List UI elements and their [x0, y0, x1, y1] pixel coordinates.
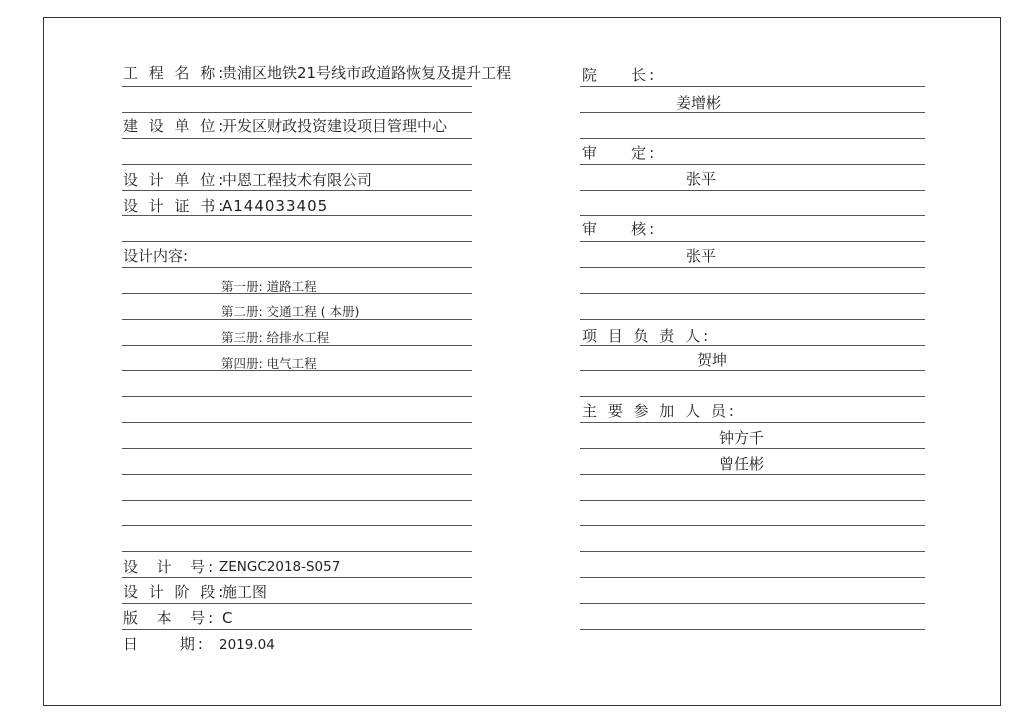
design-unit-value: 中恩工程技术有限公司: [222, 171, 373, 189]
rule-line: [580, 86, 925, 87]
rule-line: [122, 500, 472, 501]
rule-line: [122, 551, 472, 552]
design-number-value: ZENGC2018-S057: [219, 559, 341, 575]
rule-line: [122, 112, 472, 113]
president-name: 姜增彬: [676, 94, 722, 112]
version-label: 版 本 号:: [123, 609, 217, 627]
main-participants-label: 主 要 参 加 人 员:: [582, 402, 737, 420]
rule-line: [122, 422, 472, 423]
participant-name: 钟方千: [719, 429, 765, 447]
rule-line: [122, 86, 472, 87]
rule-line: [580, 215, 925, 216]
rule-line: [580, 603, 925, 604]
construction-unit-label: 建 设 单 位:: [123, 117, 227, 135]
rule-line: [580, 138, 925, 139]
rule-line: [580, 551, 925, 552]
rule-line: [580, 500, 925, 501]
rule-line: [580, 422, 925, 423]
rule-line: [580, 267, 925, 268]
rule-line: [580, 319, 925, 320]
volume-item: 第三册: 给排水工程: [221, 330, 330, 345]
rule-line: [580, 112, 925, 113]
reviewer-label: 审 核:: [582, 220, 658, 238]
date-label: 日 期:: [123, 635, 206, 653]
rule-line: [580, 370, 925, 371]
design-number-label: 设 计 号:: [123, 558, 217, 576]
date-value: 2019.04: [219, 637, 275, 653]
volume-item: 第二册: 交通工程 ( 本册): [221, 304, 360, 319]
rule-line: [580, 190, 925, 191]
version-value: C: [222, 609, 233, 627]
president-label: 院 长:: [582, 66, 658, 84]
rule-line: [122, 396, 472, 397]
design-stage-value: 施工图: [222, 583, 268, 601]
rule-line: [580, 241, 925, 242]
rule-line: [122, 525, 472, 526]
project-leader-name: 贺坤: [697, 351, 728, 369]
rule-line: [580, 293, 925, 294]
rule-line: [580, 629, 925, 630]
rule-line: [580, 448, 925, 449]
approver-name: 张平: [686, 170, 717, 188]
rule-line: [122, 577, 472, 578]
design-content-label: 设计内容:: [123, 247, 189, 265]
project-name-value: 贵浦区地铁21号线市政道路恢复及提升工程: [222, 64, 512, 82]
rule-line: [122, 474, 472, 475]
construction-unit-value: 开发区财政投资建设项目管理中心: [222, 117, 448, 135]
rule-line: [580, 345, 925, 346]
rule-line: [122, 448, 472, 449]
rule-line: [122, 603, 472, 604]
rule-line: [122, 267, 472, 268]
design-stage-label: 设 计 阶 段:: [123, 583, 227, 601]
rule-line: [580, 577, 925, 578]
rule-line: [122, 215, 472, 216]
project-leader-label: 项 目 负 责 人:: [582, 327, 712, 345]
design-certificate-value: A144033405: [222, 197, 329, 215]
volume-item: 第四册: 电气工程: [221, 356, 317, 371]
rule-line: [580, 164, 925, 165]
reviewer-name: 张平: [686, 247, 717, 265]
volume-item: 第一册: 道路工程: [221, 279, 317, 294]
project-name-label: 工 程 名 称:: [123, 64, 227, 82]
approver-label: 审 定:: [582, 144, 658, 162]
rule-line: [122, 629, 472, 630]
participant-name: 曾任彬: [719, 455, 765, 473]
rule-line: [580, 474, 925, 475]
rule-line: [580, 525, 925, 526]
rule-line: [122, 241, 472, 242]
design-certificate-label: 设 计 证 书:: [123, 197, 227, 215]
rule-line: [580, 396, 925, 397]
rule-line: [122, 190, 472, 191]
rule-line: [122, 138, 472, 139]
design-unit-label: 设 计 单 位:: [123, 171, 227, 189]
rule-line: [122, 164, 472, 165]
